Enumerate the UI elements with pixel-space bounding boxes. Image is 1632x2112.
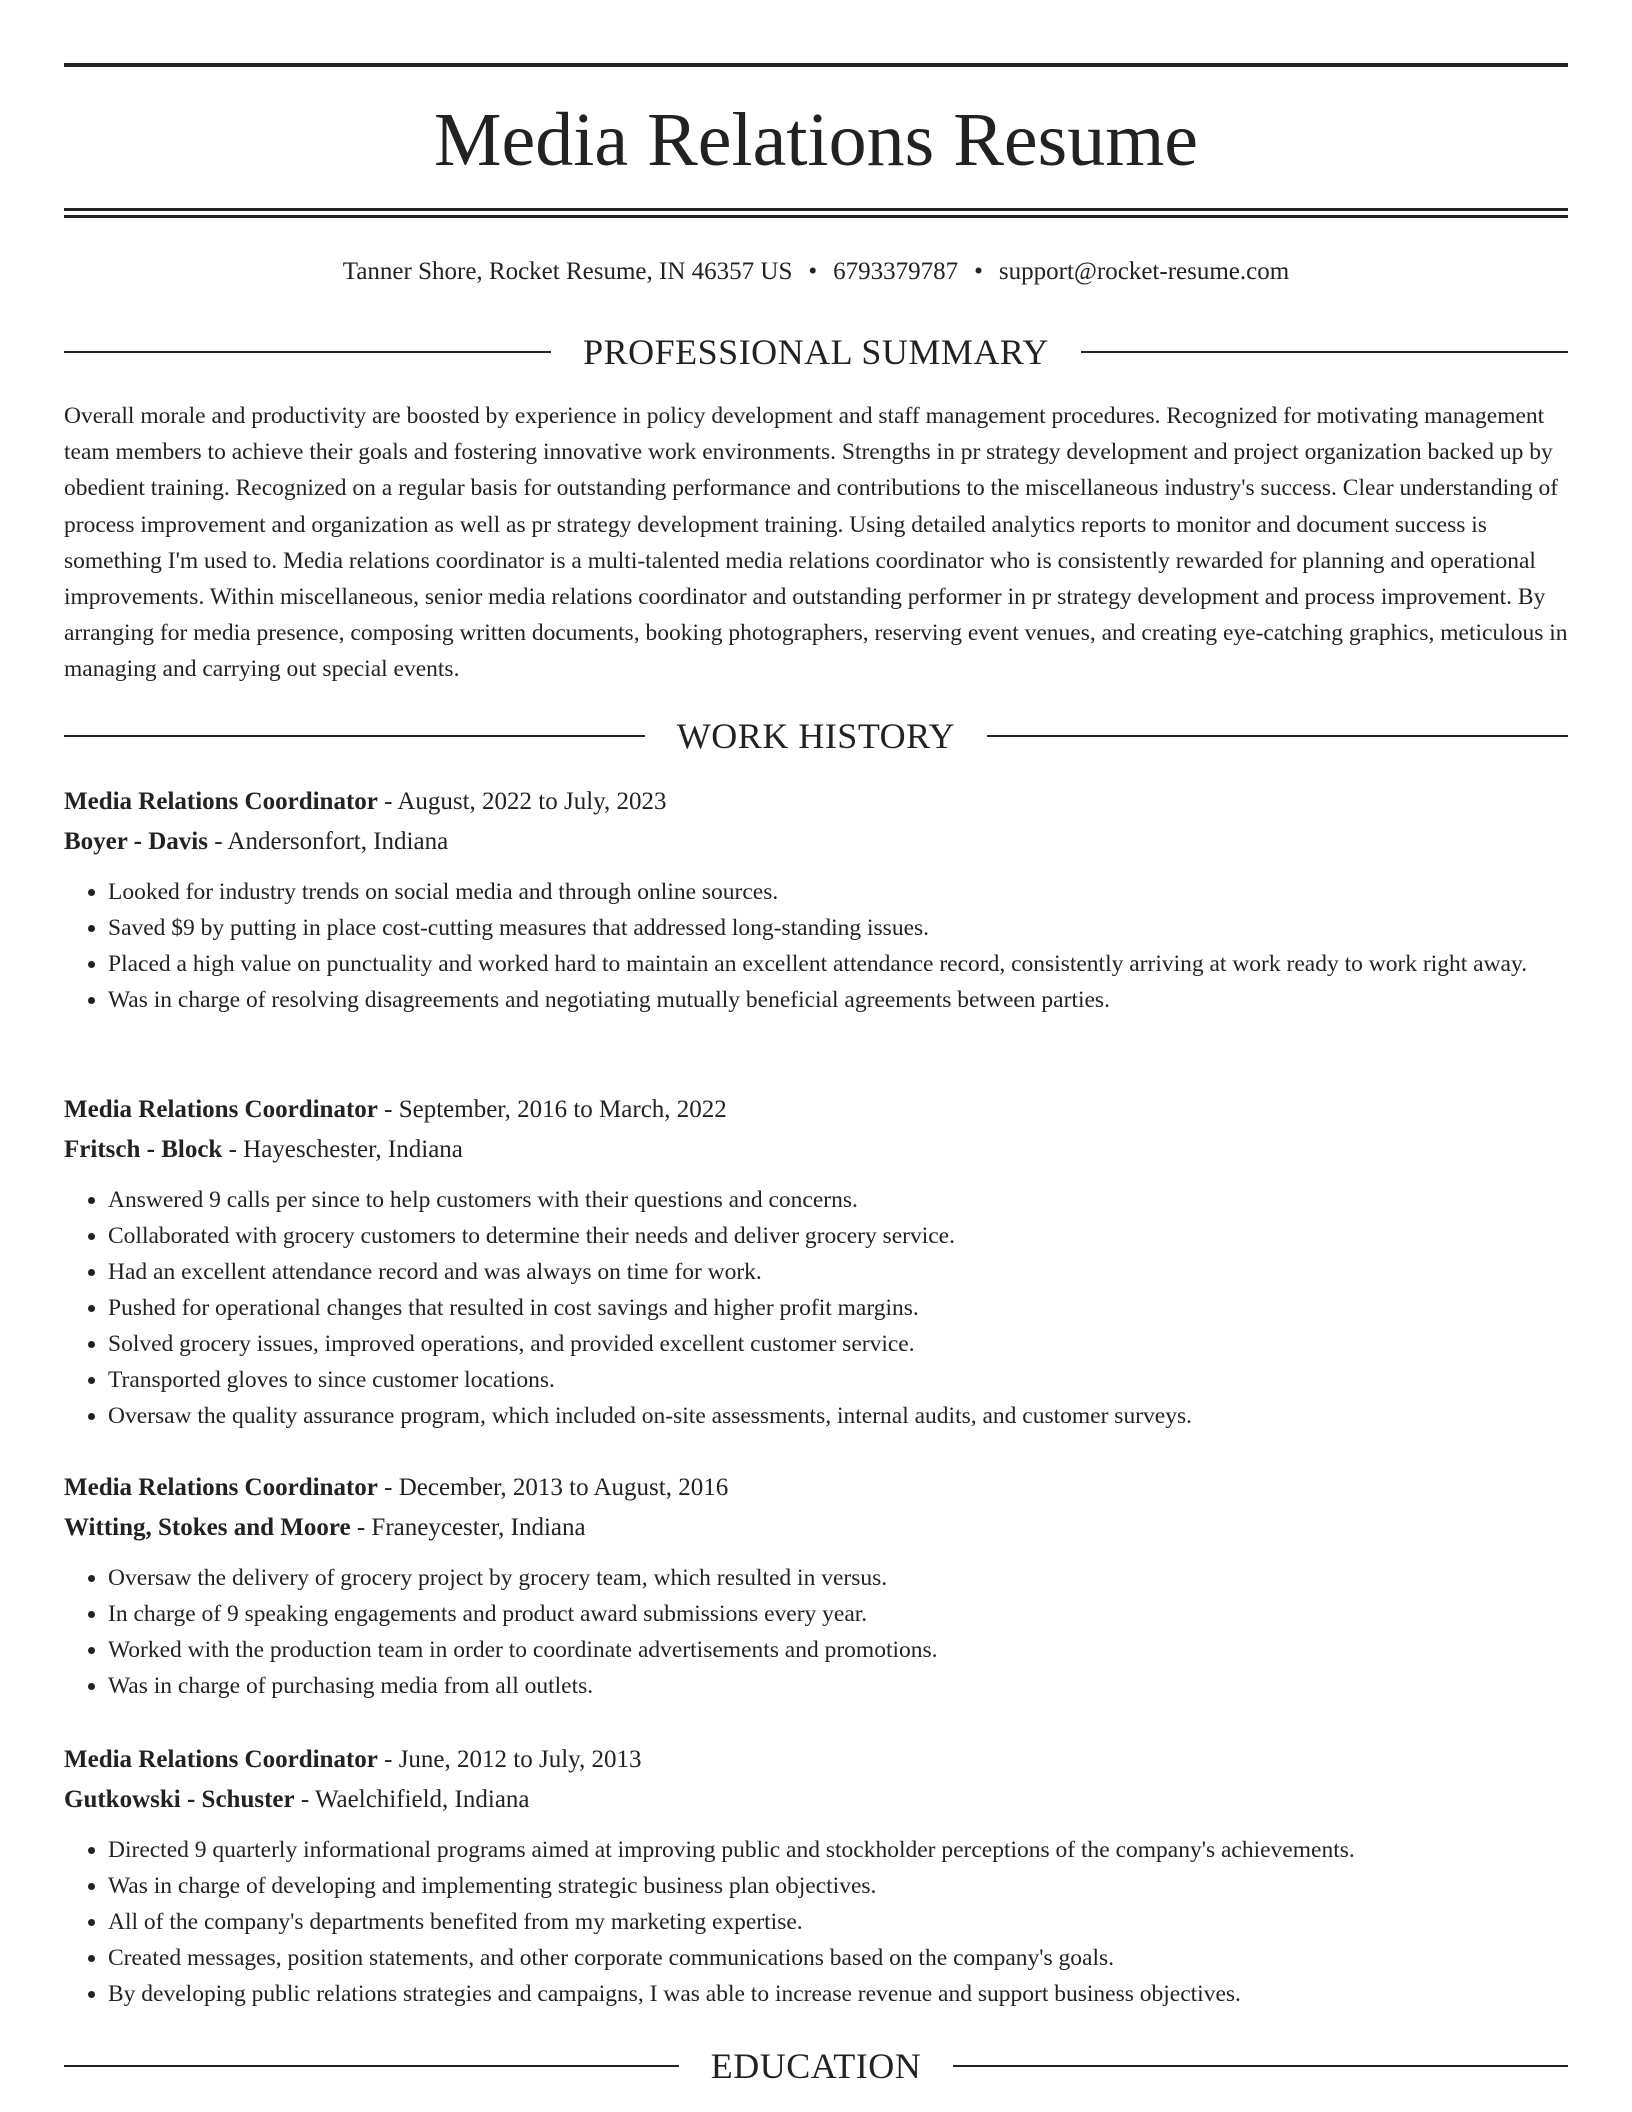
list-item: • Saved $9 by putting in place cost-cutting measures that addressed long-standing issues. bbox=[108, 910, 1568, 946]
list-item: • Worked with the production team in order to coordinate advertisements and promotions. bbox=[108, 1632, 1568, 1668]
section-title: EDUCATION bbox=[710, 2046, 922, 2086]
job-title: Media Relations Coordinator bbox=[64, 788, 378, 815]
job-entry bbox=[64, 782, 1568, 1018]
section-rule-left bbox=[64, 735, 645, 737]
list-item: • Oversaw the quality assurance program, which included on-site assessments, internal audits, and customer surveys. bbox=[108, 1398, 1568, 1434]
list-item: • Placed a high value on punctuality and worked hard to maintain an excellent attendance record, consistently arriving at work ready to work right away. bbox=[108, 946, 1568, 982]
list-item: • Collaborated with grocery customers to determine their needs and deliver grocery service. bbox=[108, 1218, 1568, 1254]
job-title-line bbox=[64, 782, 1568, 822]
list-item: • Was in charge of purchasing media from all outlets. bbox=[108, 1668, 1568, 1704]
job-entry bbox=[64, 1468, 1568, 1704]
section-rule-right bbox=[953, 2065, 1568, 2067]
list-item: • Pushed for operational changes that resulted in cost savings and higher profit margins. bbox=[108, 1290, 1568, 1326]
section-rule-left bbox=[64, 2065, 679, 2067]
contact-line bbox=[64, 254, 1568, 290]
job-company: Witting, Stokes and Moore bbox=[64, 1514, 351, 1541]
job-company: Boyer - Davis bbox=[64, 828, 208, 855]
job-company: Fritsch - Block bbox=[64, 1136, 223, 1163]
list-item: • Oversaw the delivery of grocery project by grocery team, which resulted in versus. bbox=[108, 1560, 1568, 1596]
job-company-line bbox=[64, 822, 1568, 862]
job-dates: - September, 2016 to March, 2022 bbox=[377, 1096, 727, 1123]
job-entry bbox=[64, 1090, 1568, 1434]
list-item: • All of the company's departments benefited from my marketing expertise. bbox=[108, 1904, 1568, 1940]
job-bullets bbox=[64, 1560, 1568, 1704]
section-rule-right bbox=[1081, 351, 1568, 353]
list-item: • Had an excellent attendance record and was always on time for work. bbox=[108, 1254, 1568, 1290]
job-bullets bbox=[64, 874, 1568, 1018]
contact-email: support@rocket-resume.com bbox=[998, 258, 1290, 285]
job-title-line bbox=[64, 1468, 1568, 1508]
list-item: • Was in charge of developing and implementing strategic business plan objectives. bbox=[108, 1868, 1568, 1904]
section-heading-summary bbox=[64, 330, 1568, 374]
top-rule bbox=[64, 63, 1568, 67]
job-location: - Waelchifield, Indiana bbox=[294, 1786, 530, 1813]
list-item: • In charge of 9 speaking engagements and product award submissions every year. bbox=[108, 1596, 1568, 1632]
job-title: Media Relations Coordinator bbox=[64, 1746, 378, 1773]
section-heading-work-history bbox=[64, 714, 1568, 758]
list-item: • Solved grocery issues, improved operations, and provided excellent customer service. bbox=[108, 1326, 1568, 1362]
job-title: Media Relations Coordinator bbox=[64, 1474, 378, 1501]
resume-title: Media Relations Resume bbox=[433, 98, 1199, 182]
job-company-line bbox=[64, 1508, 1568, 1548]
job-entry bbox=[64, 1740, 1568, 2012]
job-dates: - August, 2022 to July, 2023 bbox=[377, 788, 667, 815]
list-item: • Directed 9 quarterly informational programs aimed at improving public and stockholder perceptions of the company's achievements. bbox=[108, 1832, 1568, 1868]
section-rule-right bbox=[987, 735, 1568, 737]
list-item: • Looked for industry trends on social media and through online sources. bbox=[108, 874, 1568, 910]
job-title-line bbox=[64, 1090, 1568, 1130]
section-title: WORK HISTORY bbox=[676, 716, 956, 756]
job-location: - Franeycester, Indiana bbox=[350, 1514, 586, 1541]
title-double-rule bbox=[64, 208, 1568, 218]
contact-separator: • bbox=[808, 258, 818, 285]
summary-paragraph: Overall morale and productivity are boosted by experience in policy development and staff management procedures. Recognized for motivating management team members to achieve their goals and fostering innovative work environments. Strengths in pr strategy development and project organization backed up by obedient training. Recognized on a regular basis for outstanding performance and contributions to the miscellaneous industry's success. Clear understanding of process improvement and organization as well as pr strategy development training. Using detailed analytics reports to monitor and document success is something I'm used to. Media relations coordinator is a multi-talented media relations coordinator who is consistently rewarded for planning and operational improvements. Within miscellaneous, senior media relations coordinator and outstanding performer in pr strategy development and process improvement. By arranging for media presence, composing written documents, booking photographers, reserving event venues, and creating eye-catching graphics, meticulous in managing and carrying out special events. bbox=[64, 403, 1568, 683]
list-item: • Transported gloves to since customer locations. bbox=[108, 1362, 1568, 1398]
contact-separator: • bbox=[974, 258, 983, 285]
list-item: • Created messages, position statements, and other corporate communications based on the company's goals. bbox=[108, 1940, 1568, 1976]
list-item: • Was in charge of resolving disagreements and negotiating mutually beneficial agreements between parties. bbox=[108, 982, 1568, 1018]
job-title-line bbox=[64, 1740, 1568, 1780]
job-company-line bbox=[64, 1130, 1568, 1170]
list-item: • By developing public relations strategies and campaigns, I was able to increase revenue and support business objectives. bbox=[108, 1976, 1568, 2012]
section-rule-left bbox=[64, 351, 551, 353]
job-location: - Andersonfort, Indiana bbox=[207, 828, 449, 855]
contact-phone: 6793379787 bbox=[833, 258, 959, 285]
section-title: PROFESSIONAL SUMMARY bbox=[583, 332, 1049, 372]
job-bullets bbox=[64, 1182, 1568, 1434]
job-dates: - December, 2013 to August, 2016 bbox=[377, 1474, 729, 1501]
contact-address: Tanner Shore, Rocket Resume, IN 46357 US bbox=[342, 258, 793, 285]
list-item: • Answered 9 calls per since to help customers with their questions and concerns. bbox=[108, 1182, 1568, 1218]
job-company: Gutkowski - Schuster bbox=[64, 1786, 295, 1813]
section-heading-education bbox=[64, 2044, 1568, 2088]
job-dates: - June, 2012 to July, 2013 bbox=[377, 1746, 642, 1773]
job-company-line bbox=[64, 1780, 1568, 1820]
job-location: - Hayeschester, Indiana bbox=[222, 1136, 463, 1163]
job-bullets bbox=[64, 1832, 1568, 2012]
job-title: Media Relations Coordinator bbox=[64, 1096, 378, 1123]
